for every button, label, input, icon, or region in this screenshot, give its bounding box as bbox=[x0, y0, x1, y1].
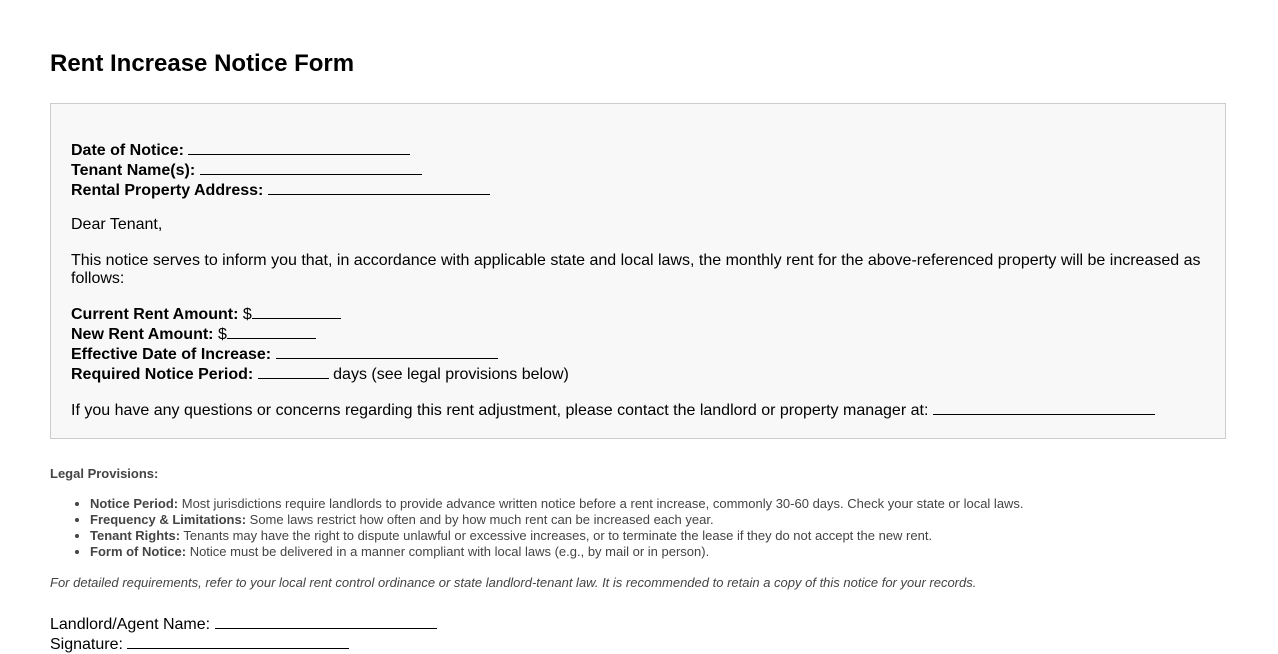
current-rent-prefix: $ bbox=[242, 306, 252, 323]
tenant-names-label: Tenant Name(s): bbox=[71, 162, 196, 179]
new-rent-field bbox=[71, 324, 1205, 344]
effective-date-label: Effective Date of Increase: bbox=[71, 346, 272, 363]
legal-item-notice-period bbox=[90, 496, 1190, 512]
legal-provisions-title: Legal Provisions: bbox=[50, 466, 159, 481]
legal-item-text: Most jurisdictions require landlords to provide advance written notice before a rent increase, commonly 30-60 days. Check your state or local laws. bbox=[181, 496, 1024, 511]
legal-item-form-of-notice bbox=[90, 544, 1190, 560]
intro-paragraph: This notice serves to inform you that, in accordance with applicable state and local laws, the monthly rent for the above-referenced property will be increased as follows: bbox=[71, 252, 1201, 287]
new-rent-label: New Rent Amount: bbox=[71, 326, 214, 343]
legal-item-text: Notice must be delivered in a manner compliant with local laws (e.g., by mail or in person). bbox=[189, 544, 710, 559]
signature-block bbox=[50, 614, 437, 654]
legal-item-tenant-rights bbox=[90, 528, 1190, 544]
property-address-field bbox=[71, 180, 1205, 200]
tenant-names-field bbox=[71, 160, 1205, 180]
legal-item-term: Tenant Rights: bbox=[90, 528, 181, 543]
property-address-blank[interactable] bbox=[268, 180, 490, 195]
signature-label: Signature: bbox=[50, 636, 123, 653]
property-address-label: Rental Property Address: bbox=[71, 182, 264, 199]
signature-field bbox=[50, 634, 437, 654]
legal-provisions bbox=[50, 466, 1024, 559]
notice-period-blank[interactable] bbox=[258, 364, 329, 379]
greeting: Dear Tenant, bbox=[71, 216, 163, 233]
landlord-name-label: Landlord/Agent Name: bbox=[50, 616, 211, 633]
legal-provisions-list bbox=[50, 496, 1190, 560]
disclaimer: For detailed requirements, refer to your local rent control ordinance or state landlord-tenant law. It is recommended to retain a copy of this notice for your records. bbox=[50, 575, 977, 590]
new-rent-blank[interactable] bbox=[227, 324, 316, 339]
notice-period-suffix: days (see legal provisions below) bbox=[333, 366, 569, 383]
tenant-names-blank[interactable] bbox=[200, 160, 422, 175]
landlord-name-field bbox=[50, 614, 437, 634]
notice-period-label: Required Notice Period: bbox=[71, 366, 254, 383]
legal-item-text: Tenants may have the right to dispute unlawful or excessive increases, or to terminate the lease if they do not accept the new rent. bbox=[183, 528, 933, 543]
effective-date-field bbox=[71, 344, 1205, 364]
date-of-notice-label: Date of Notice: bbox=[71, 142, 184, 159]
contact-text: If you have any questions or concerns regarding this rent adjustment, please contact the landlord or property manager at: bbox=[71, 402, 929, 419]
landlord-name-blank[interactable] bbox=[215, 614, 437, 629]
new-rent-prefix: $ bbox=[217, 326, 227, 343]
contact-line bbox=[71, 400, 1205, 420]
legal-item-term: Form of Notice: bbox=[90, 544, 187, 559]
contact-blank[interactable] bbox=[933, 400, 1155, 415]
legal-item-frequency bbox=[90, 512, 1190, 528]
effective-date-blank[interactable] bbox=[276, 344, 498, 359]
current-rent-blank[interactable] bbox=[252, 304, 341, 319]
date-of-notice-blank[interactable] bbox=[188, 140, 410, 155]
legal-item-text: Some laws restrict how often and by how much rent can be increased each year. bbox=[249, 512, 714, 527]
notice-box bbox=[50, 103, 1226, 439]
legal-item-term: Frequency & Limitations: bbox=[90, 512, 247, 527]
signature-blank[interactable] bbox=[127, 634, 349, 649]
current-rent-field bbox=[71, 304, 1205, 324]
notice-period-field bbox=[71, 364, 1205, 384]
legal-item-term: Notice Period: bbox=[90, 496, 179, 511]
date-of-notice-field bbox=[71, 140, 1205, 160]
page-title: Rent Increase Notice Form bbox=[50, 50, 355, 77]
current-rent-label: Current Rent Amount: bbox=[71, 306, 239, 323]
